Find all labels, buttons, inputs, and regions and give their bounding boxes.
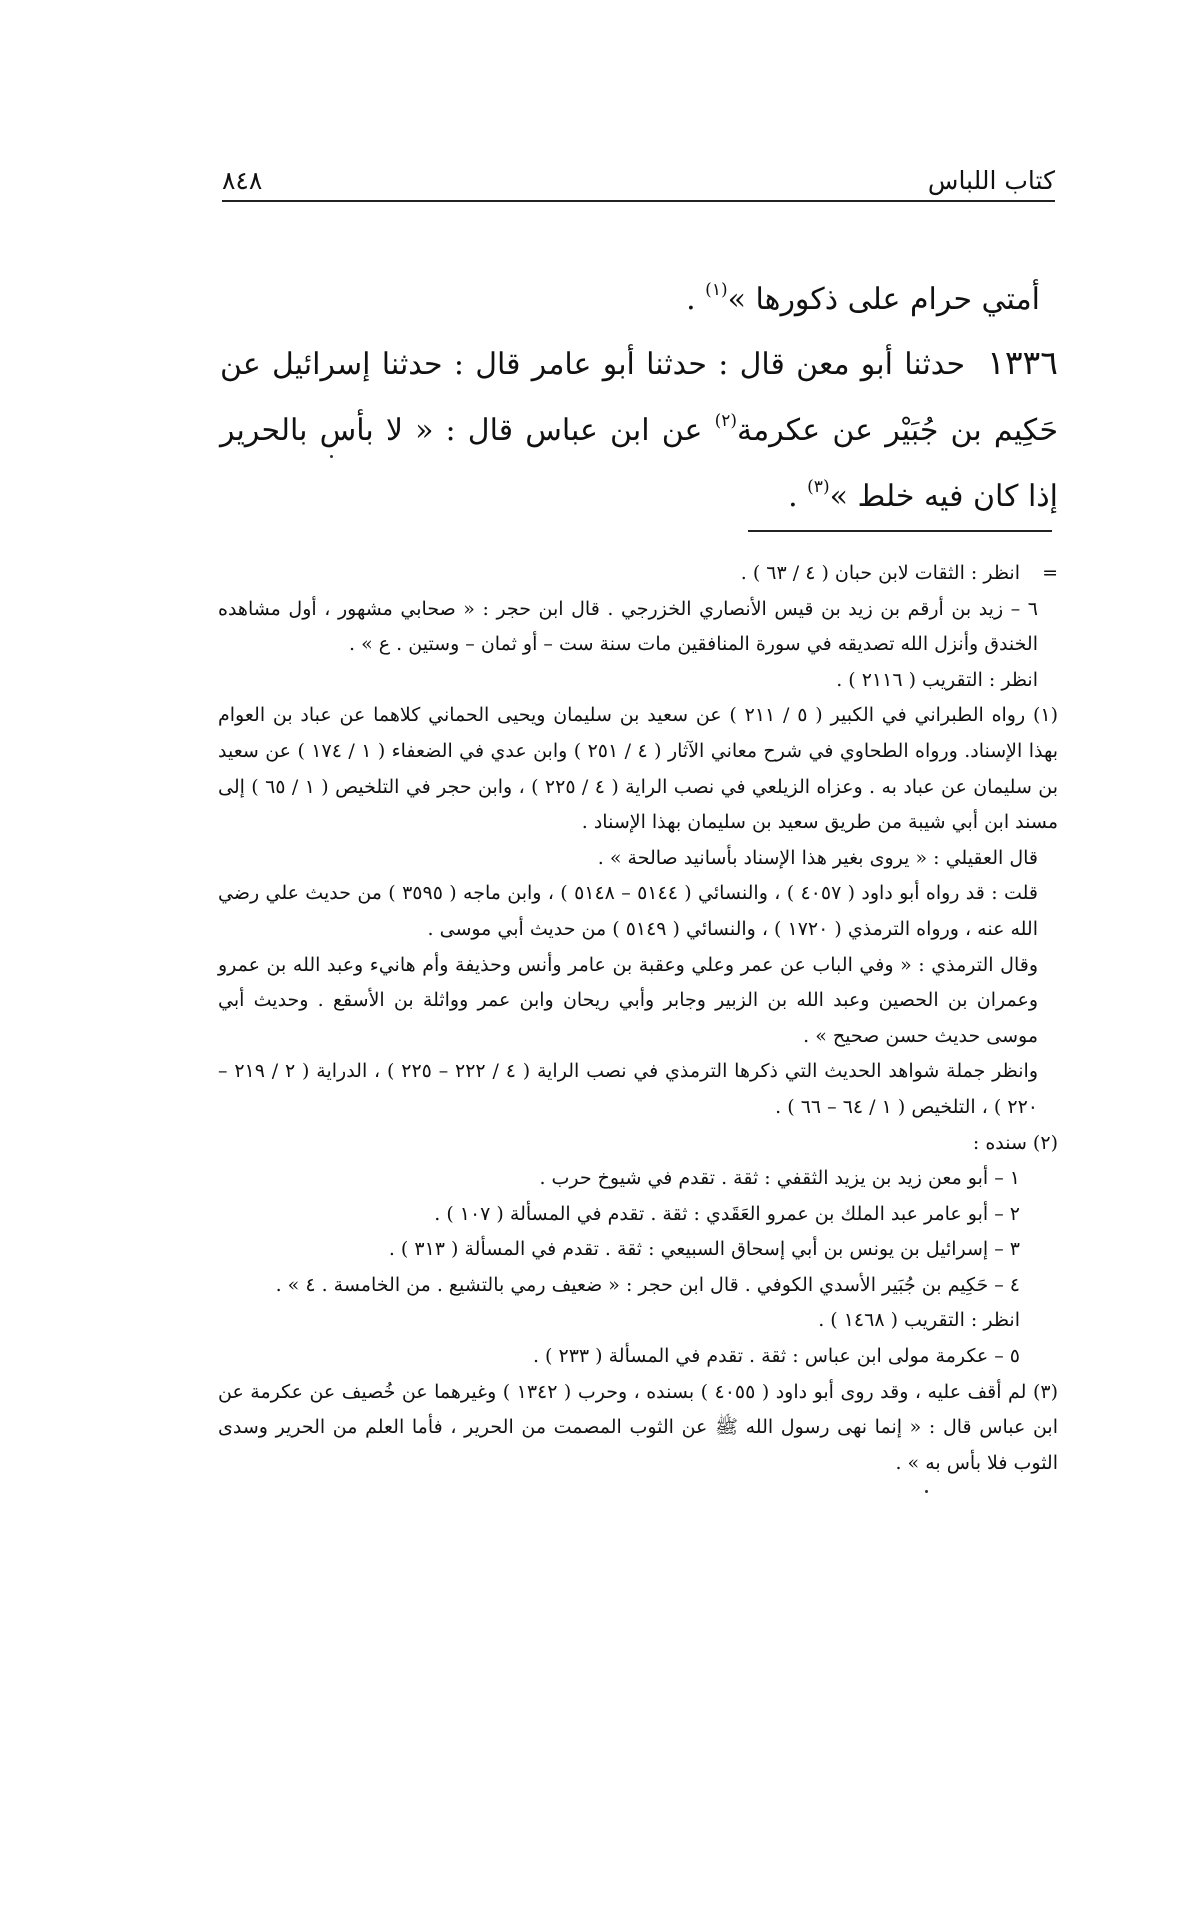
narrator-6: ٦ – زيد بن أرقم بن زيد بن قيس الأنصاري الخزرجي . قال ابن حجر : « صحابي مشهور ، أول مشاهده الخندق وأنزل الله تصديقه في سورة المنافقين مات سنة ست – أو ثمان – وستين . ع » . [218, 597, 1038, 656]
narrator-list-item: ٣ – إسرائيل بن يونس بن أبي إسحاق السبيعي : ثقة . تقدم في المسألة ( ٣١٣ ) . [388, 1238, 1020, 1261]
footnote-1-tirmidhi: وقال الترمذي : « وفي الباب عن عمر وعلي وعقبة بن عامر وأنس وحذيفة وأم هانيء وعبد الله بن عمرو وعمران بن الحصين وعبد الله بن الزبير وجابر وأبي ريحان وابن عمر وواثلة بن الأسقع . وحديث أبي موسى حديث حسن صحيح » . [218, 953, 1039, 1047]
hadith-text-part-2: عن ابن عباس قال : « لا بأس بالحرير إذا كان فيه خلط » [220, 413, 1058, 514]
hadith-text-part-1: حدثنا أبو معن قال : حدثنا أبو عامر قال : حدثنا إسرائيل عن حَكِيم بن جُبَيْر عن عكرمة [220, 347, 1058, 448]
narrator-list-item: ٥ – عكرمة مولى ابن عباس : ثقة . تقدم في المسألة ( ٢٣٣ ) . [532, 1345, 1020, 1368]
narrator-list-item: ١ – أبو معن زيد بن يزيد الثقفي : ثقة . تقدم في شيوخ حرب . [539, 1167, 1020, 1190]
footnote-ref-2[interactable]: (٢) [714, 411, 738, 431]
hadith-text: ١٣٣٦حدثنا أبو معن قال : حدثنا أبو عامر قال : حدثنا إسرائيل عن حَكِيم بن جُبَيْر عن عكرمة$^{(٢)}$ عن ابن عباس قال : « لا بأس بالحرير إذا كان فيه خلط »$^{(٣)}$ . [220, 343, 1058, 514]
footnote-3: (٣) لم أقف عليه ، وقد روى أبو داود ( ٤٠٥٥ ) بسنده ، وحرب ( ١٣٤٢ ) وغيرهما عن خُصيف عن عكرمة عن ابن عباس قال : « إنما نهى رسول الله ﷺ عن الثوب المصمت من الحرير ، فأما العلم من الحرير وسدى الثوب فلا بأس به » . [218, 1380, 1059, 1474]
footnote-1-see-also: وانظر جملة شواهد الحديث التي ذكرها الترمذي في نصب الراية ( ٤ / ٢٢٢ – ٢٢٥ ) ، الدراية ( ٢ / ٢١٩ – ٢٢٠ ) ، التلخيص ( ١ / ٦٤ – ٦٦ ) . [218, 1060, 1038, 1118]
hadith-number: ١٣٣٦ [987, 343, 1058, 382]
scan-speck [925, 1490, 928, 1493]
footnote-separator [748, 530, 1052, 532]
footnote-ref-3[interactable]: (٣) [807, 477, 830, 497]
footnotes [218, 556, 1058, 1481]
header-rule [222, 200, 1055, 202]
footnote-1-uqaili: قال العقيلي : « يروى بغير هذا الإسناد بأسانيد صالحة » . [597, 846, 1038, 869]
continuation-text: أمتي حرام على ذكورها »$^{(١)}$ . [686, 280, 1040, 317]
carry-over-text: انظر : الثقات لابن حبان ( ٤ / ٦٣ ) . [740, 562, 1020, 584]
main-continuation [220, 262, 1058, 328]
footnote-1: (١) رواه الطبراني في الكبير ( ٥ / ٢١١ ) عن سعيد بن سليمان ويحيى الحماني كلاهما عن عباد بن العوام بهذا الإسناد. ورواه الطحاوي في شرح معاني الآثار ( ٤ / ٢٥١ ) وابن عدي في الضعفاء ( ١ / ١٧٤ ) عن سعيد بن سليمان عن عباد به . وعزاه الزيلعي في نصب الراية ( ٤ / ٢٢٥ ) ، وابن حجر في التلخيص ( ١ / ٦٥ ) إلى مسند ابن أبي شيبة من طريق سعيد بن سليمان بهذا الإسناد . [218, 704, 1059, 834]
running-header [222, 162, 1055, 198]
footnote-1-qultu: قلت : قد رواه أبو داود ( ٤٠٥٧ ) ، والنسائي ( ٥١٤٤ – ٥١٤٨ ) ، وابن ماجه ( ٣٥٩٥ ) من حديث علي رضي الله عنه ، ورواه الترمذي ( ١٧٢٠ ) ، والنسائي ( ٥١٤٩ ) من حديث أبي موسى . [218, 882, 1038, 940]
scan-speck [330, 455, 333, 458]
footnote-ref-1[interactable]: (١) [705, 280, 728, 300]
carry-over-mark: = [1042, 562, 1058, 584]
footnote-2-heading: (٢) سنده : [972, 1131, 1058, 1154]
narrator-list-item: انظر : التقريب ( ١٤٦٨ ) . [818, 1309, 1020, 1332]
hadith-1336 [220, 335, 1058, 525]
continuation-line: أمتي حرام على ذكورها » [727, 282, 1040, 317]
narrator-6-ref: انظر : التقريب ( ٢١١٦ ) . [836, 668, 1038, 691]
narrator-list-item: ٢ – أبو عامر عبد الملك بن عمرو العَقَدي : ثقة . تقدم في المسألة ( ١٠٧ ) . [434, 1202, 1020, 1225]
book-title: كتاب اللباس [927, 166, 1055, 195]
page-number: ٨٤٨ [222, 166, 263, 195]
narrator-list-item: ٤ – حَكِيم بن جُبَير الأسدي الكوفي . قال ابن حجر : « ضعيف رمي بالتشيع . من الخامسة . ٤ » . [275, 1273, 1020, 1296]
carry-over-line [218, 556, 1058, 592]
